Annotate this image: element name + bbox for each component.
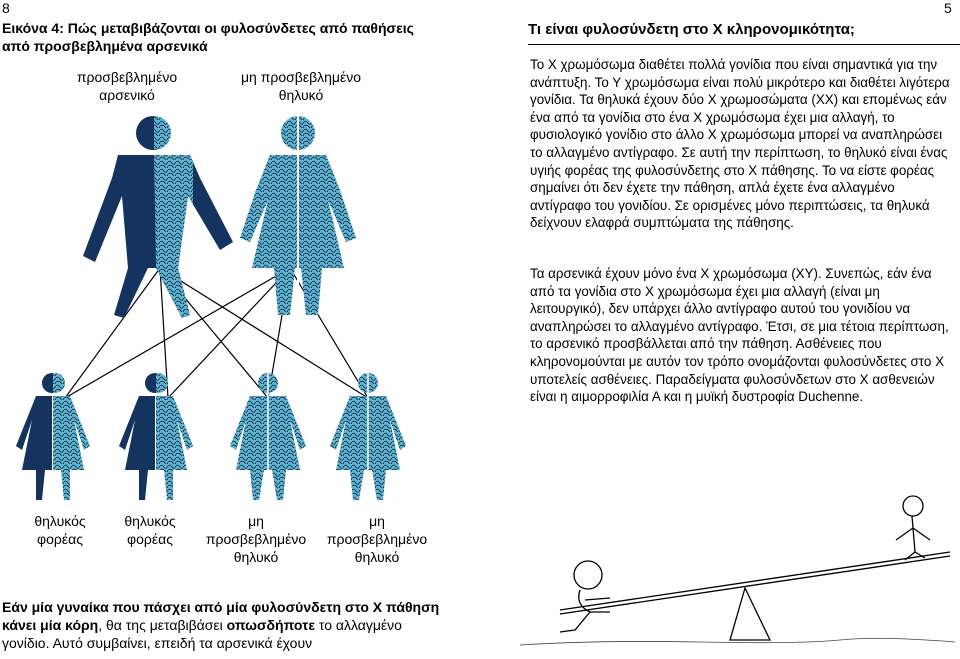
child-label-3: μη προσβεβλημένο θηλυκό <box>205 513 307 565</box>
unaffected-female-figure <box>240 115 356 318</box>
page-number-left: 8 <box>2 0 10 16</box>
bottom-normal-2: το αλλαγμένο γονίδιο. Αυτό συμβαίνει, επειδή τα αρσενικά έχουν <box>2 617 402 651</box>
inheritance-lines <box>65 268 368 398</box>
paragraph-2: Τα αρσενικά έχουν μόνο ένα Χ χρωμόσωμα (ΧΥ). Συνεπώς, εάν ένα από τα γονίδια στο Χ χρωμόσωμα έχει μια αλλαγή (είναι μη λειτουργικό), δεν υπάρχει άλλο αντίγραφο αυτού του γονιδίου να αναπληρώσει το αλλαγμένο αντίγραφο. Έτσι, σε μια τέτοια περίπτωση, το αρσενικό προσβάλλεται από την πάθηση. Ασθένειες που κληρονομούνται με αυτόν τον τρόπο ονομάζονται φυλοσύνδετες στο Χ υποτελείς ασθένειες. Παραδείγματα φυλοσύνδετων στο Χ ασθενειών είναι η αιμορροφιλία Α και η μυϊκή δυστροφία Duchenne. <box>530 266 949 405</box>
child-unaffected-2 <box>330 372 406 502</box>
bottom-paragraph <box>2 598 442 652</box>
parent-label-affected-male: προσβεβλημένο αρσενικό <box>76 69 178 103</box>
child-unaffected-1 <box>230 372 306 502</box>
child-carrier-1 <box>16 373 90 500</box>
page-number-right: 5 <box>944 0 952 16</box>
bottom-normal-1: , θα της μεταβιβάσει <box>98 617 227 633</box>
bottom-bold-2: οπωσδήποτε <box>226 617 315 633</box>
parent-label-unaffected-female: μη προσβεβλημένο θηλυκό <box>240 69 362 103</box>
seesaw-illustration <box>520 496 955 645</box>
child-label-4: μη προσβεβλημένο θηλυκό <box>326 513 428 565</box>
figure-title: Εικόνα 4: Πώς μεταβιβάζονται οι φυλοσύνδετες από παθήσεις από προσβεβλημένα αρσενικά <box>2 20 414 54</box>
child-label-1: θηλυκός φορέας <box>34 513 86 547</box>
paragraph-1: Το Χ χρωμόσωμα διαθέτει πολλά γονίδια που είναι σημαντικά για την ανάπτυξη. Το Υ χρωμόσωμα είναι πολύ μικρότερο και διαθέτει λιγότερα γονίδια. Τα θηλυκά έχουν δύο Χ χρωμοσώματα (ΧΧ) και επομένως εάν ένα από τα γονίδια στο ένα Χ χρωμόσωμα έχει μια αλλαγή, το φυσιολογικό γονίδιο στο άλλο Χ χρωμόσωμα μπορεί να αναπληρώσει το αλλαγμένο αντίγραφο. Σε αυτή την περίπτωση, το θηλυκό είναι ένας υγιής φορέας της φυλοσύνδετης στο Χ πάθησης. Το να είστε φορέας σημαίνει ότι δεν έχετε την πάθηση, απλά έχετε ένα αλλαγμένο αντίγραφο του γονιδίου. Σε ορισμένες μόνο περιπτώσεις, τα θηλυκά δείχνουν ελαφρά συμπτώματα της πάθησης. <box>530 57 950 231</box>
section-heading: Τι είναι φυλοσύνδετη στο Χ κληρονομικότητα; <box>528 21 855 38</box>
bottom-bold-1: Εάν μία γυναίκα που πάσχει από μία φυλοσύνδετη στο Χ πάθηση κάνει μία κόρη <box>2 599 440 633</box>
affected-male-figure <box>83 114 233 320</box>
heading-divider <box>528 44 960 45</box>
child-label-2: θηλυκός φορέας <box>124 513 176 547</box>
child-carrier-2 <box>119 373 193 500</box>
